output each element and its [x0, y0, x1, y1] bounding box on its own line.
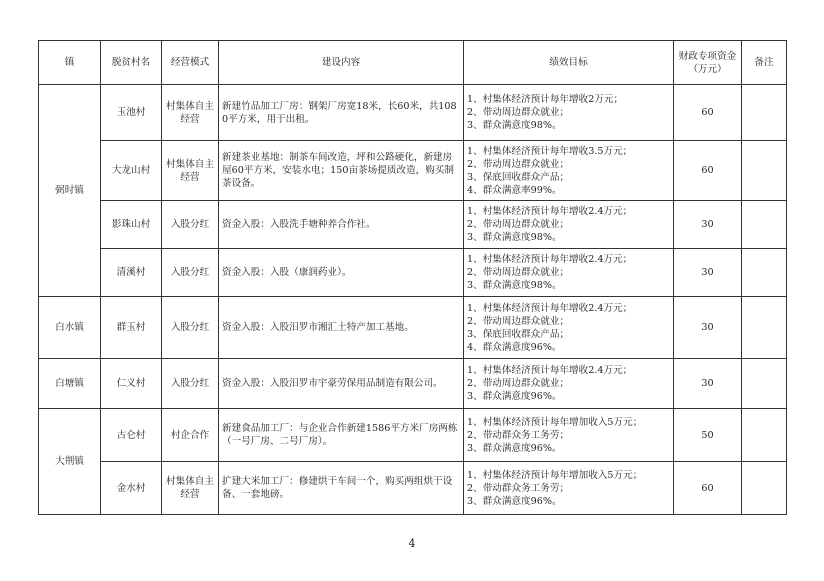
goal-line: 2、带动周边群众就业；	[467, 315, 570, 327]
goal-line: 2、带动群众务工务劳；	[467, 482, 570, 494]
content-cell: 资金入股：入股汨罗市湘汇土特产加工基地。	[219, 297, 464, 359]
mode-cell: 入股分红	[162, 359, 219, 409]
goal-cell	[464, 141, 674, 201]
content-cell: 资金入股：入股（康润药业）。	[219, 249, 464, 297]
mode-cell: 入股分红	[162, 201, 219, 249]
village-cell: 金水村	[101, 462, 162, 515]
village-cell: 仁义村	[101, 359, 162, 409]
town-cell: 大荆镇	[39, 409, 101, 515]
page-number: 4	[408, 537, 416, 550]
table-row	[39, 249, 787, 297]
note-cell	[742, 249, 787, 297]
goal-line: 4、群众满意度96%。	[467, 341, 562, 353]
goal-line: 1、村集体经济预计每年增收3.5万元；	[467, 145, 633, 157]
header-town: 镇	[39, 41, 101, 85]
town-cell: 白水镇	[39, 297, 101, 359]
goal-line: 3、保底回收群众产品；	[467, 171, 570, 183]
fund-cell: 30	[674, 201, 742, 249]
project-table	[38, 40, 787, 515]
town-cell: 弼时镇	[39, 85, 101, 297]
fund-cell: 30	[674, 249, 742, 297]
mode-cell: 入股分红	[162, 297, 219, 359]
village-cell: 古仑村	[101, 409, 162, 462]
note-cell	[742, 409, 787, 462]
header-content: 建设内容	[219, 41, 464, 85]
table-row	[39, 85, 787, 141]
goal-cell	[464, 409, 674, 462]
goal-cell	[464, 297, 674, 359]
fund-cell: 30	[674, 359, 742, 409]
goal-line: 3、群众满意度96%。	[467, 495, 562, 507]
village-cell: 大龙山村	[101, 141, 162, 201]
fund-cell: 50	[674, 409, 742, 462]
fund-cell: 60	[674, 141, 742, 201]
content-cell: 资金入股：入股洗手塘种养合作社。	[219, 201, 464, 249]
mode-cell: 村集体自主经营	[162, 462, 219, 515]
content-cell: 扩建大米加工厂：修建烘干车间一个，购买两组烘干设备、一套地磅。	[219, 462, 464, 515]
table-row	[39, 409, 787, 462]
goal-line: 3、群众满意度98%。	[467, 120, 562, 131]
goal-line: 3、保底回收群众产品；	[467, 328, 570, 340]
header-village: 脱贫村名	[101, 41, 162, 85]
content-cell: 资金入股：入股汨罗市宇豪劳保用品制造有限公司。	[219, 359, 464, 409]
goal-cell	[464, 462, 674, 515]
goal-line: 2、带动周边群众就业；	[467, 378, 570, 389]
note-cell	[742, 85, 787, 141]
goal-line: 3、群众满意度98%。	[467, 232, 562, 243]
goal-line: 1、村集体经济预计每年增加收入5万元；	[467, 469, 643, 481]
goal-line: 3、群众满意度98%。	[467, 280, 562, 291]
table-row	[39, 297, 787, 359]
goal-line: 2、带动周边群众就业；	[467, 219, 570, 230]
table-row	[39, 141, 787, 201]
note-cell	[742, 359, 787, 409]
table-row	[39, 201, 787, 249]
note-cell	[742, 462, 787, 515]
mode-cell: 村集体自主经营	[162, 141, 219, 201]
note-cell	[742, 201, 787, 249]
goal-line: 1、村集体经济预计每年增收2.4万元；	[467, 254, 633, 265]
goal-line: 2、带动群众务工务劳；	[467, 429, 570, 441]
goal-line: 1、村集体经济预计每年增收2.4万元；	[467, 206, 633, 217]
table-row	[39, 359, 787, 409]
goal-cell	[464, 201, 674, 249]
goal-line: 4、群众满意率99%。	[467, 184, 562, 196]
header-mode: 经营模式	[162, 41, 219, 85]
fund-cell: 60	[674, 85, 742, 141]
goal-line: 1、村集体经济预计每年增收2万元；	[467, 94, 624, 105]
goal-line: 3、群众满意度96%。	[467, 442, 562, 454]
content-cell: 新建茶业基地：制茶车间改造，坪和公路硬化，新建房屋60平方米，安装水电；150亩茶场提质改造，购买制茶设备。	[219, 141, 464, 201]
goal-cell	[464, 359, 674, 409]
note-cell	[742, 141, 787, 201]
goal-line: 2、带动周边群众就业；	[467, 107, 570, 118]
goal-line: 1、村集体经济预计每年增收2.4万元；	[467, 302, 633, 314]
goal-line: 1、村集体经济预计每年增收2.4万元；	[467, 365, 633, 376]
goal-cell	[464, 85, 674, 141]
goal-line: 2、带动周边群众就业；	[467, 158, 570, 170]
header-fund: 财政专项资金（万元）	[674, 41, 742, 85]
village-cell: 清溪村	[101, 249, 162, 297]
content-cell: 新建食品加工厂：与企业合作新建1586平方米厂房两栋（一号厂房、二号厂房）。	[219, 409, 464, 462]
town-cell: 白塘镇	[39, 359, 101, 409]
fund-cell: 60	[674, 462, 742, 515]
mode-cell: 村企合作	[162, 409, 219, 462]
table-row	[39, 462, 787, 515]
header-row	[39, 41, 787, 85]
village-cell: 玉池村	[101, 85, 162, 141]
village-cell: 影珠山村	[101, 201, 162, 249]
goal-line: 1、村集体经济预计每年增加收入5万元；	[467, 416, 643, 428]
mode-cell: 村集体自主经营	[162, 85, 219, 141]
content-cell: 新建竹品加工厂房：钢架厂房宽18米，长60米，共1080平方米，用于出租。	[219, 85, 464, 141]
goal-cell	[464, 249, 674, 297]
mode-cell: 入股分红	[162, 249, 219, 297]
goal-line: 3、群众满意度96%。	[467, 391, 562, 402]
goal-line: 2、带动周边群众就业；	[467, 267, 570, 278]
header-note: 备注	[742, 41, 787, 85]
header-goal: 绩效目标	[464, 41, 674, 85]
note-cell	[742, 297, 787, 359]
fund-cell: 30	[674, 297, 742, 359]
village-cell: 群玉村	[101, 297, 162, 359]
